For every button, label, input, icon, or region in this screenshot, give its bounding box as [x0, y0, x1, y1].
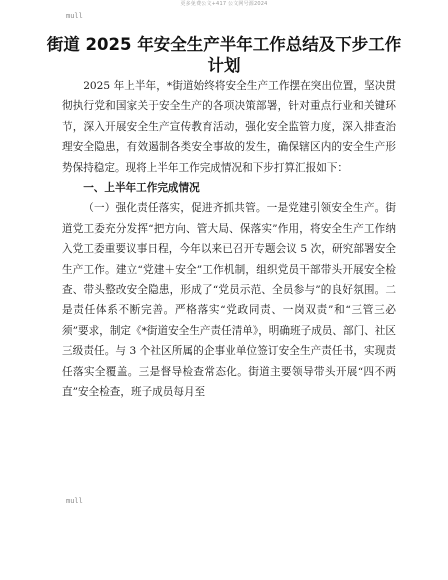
- page-marker-top: mull: [66, 12, 83, 20]
- document-title: 街道 2025 年安全生产半年工作总结及下步工作计划: [46, 35, 402, 75]
- document-body: [62, 76, 396, 403]
- header-note: 更多免费公文+417 公文网号源2024: [180, 1, 268, 7]
- intro-paragraph: 2025 年上半年，*街道始终将安全生产工作摆在突出位置，坚决贯彻执行党和国家关于安全生产的各项决策部署，针对重点行业和关键环节，深入开展安全生产宣传教育活动，强化安全监管力度，深入排查治理安全隐患，有效遏制各类安全事故的发生，确保辖区内的安全生产形势保持稳定。现将上半年工作完成情况和下步打算汇报如下：: [62, 80, 396, 174]
- section-heading: 一、上半年工作完成情况: [83, 182, 200, 195]
- page-marker-bottom: mull: [66, 497, 83, 505]
- body-paragraph: （一）强化责任落实，促进齐抓共管。一是党建引领安全生产。街道党工委充分发挥“把方向、管大局、保落实”作用，将安全生产工作纳入党工委重要议事日程，今年以来已召开专题会议 5 次，研究部署安全生产工作。建立“党建＋安全”工作机制，组织党员干部带头开展安全检查、带头整改安全隐患，形成了“党员示范、全员参与”的良好氛围。二是责任体系不断完善。严格落实“党政同责、一岗双责”和“三管三必须”要求，制定《*街道安全生产责任清单》，明确班子成员、部门、社区三级责任。与 3 个社区所属的企事业单位签订安全生产责任书，实现责任落实全覆盖。三是督导检查常态化。街道主要领导带头开展“四不两直”安全检查，班子成员每月至: [62, 202, 396, 399]
